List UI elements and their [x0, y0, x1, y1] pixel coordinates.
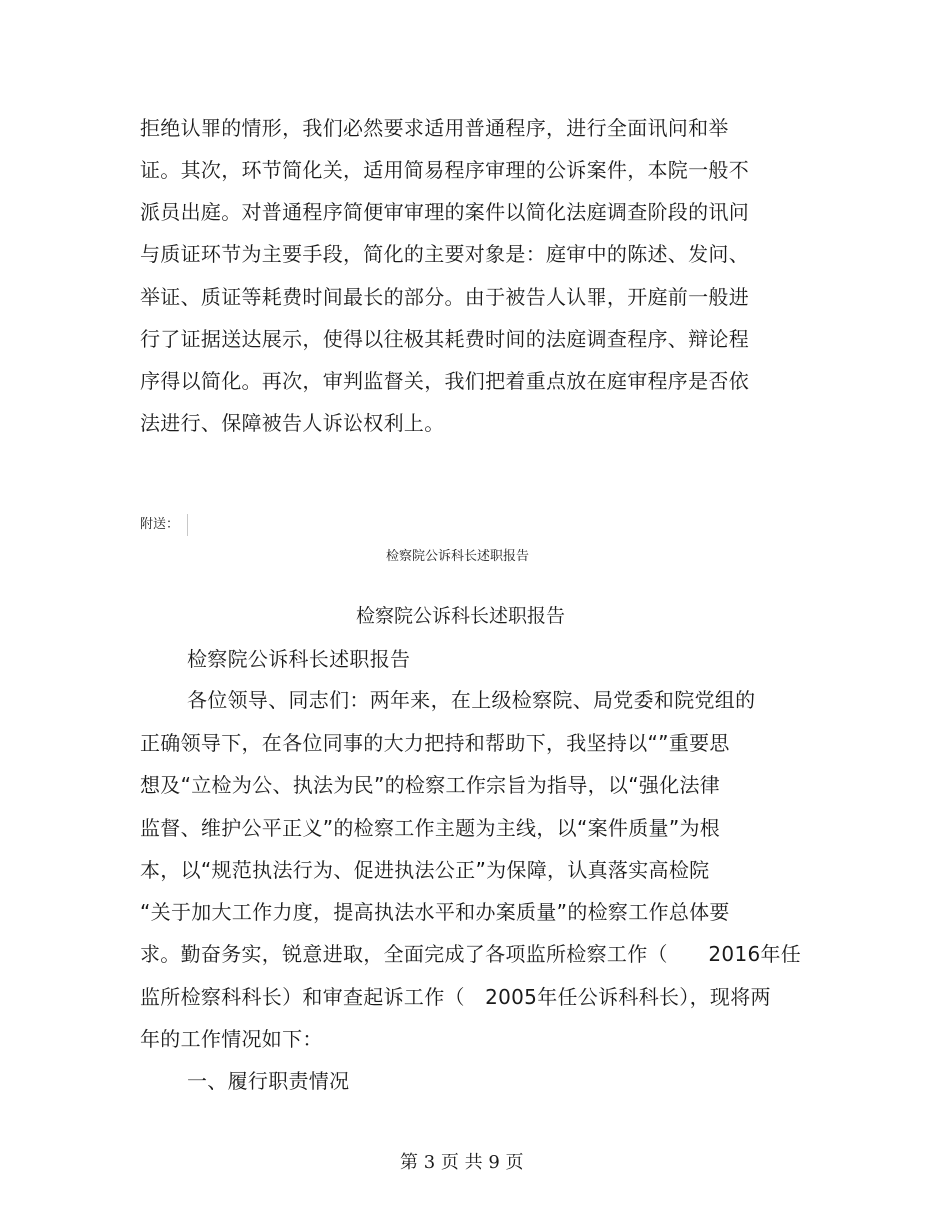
attachment-subtitle: 检察院公诉科长述职报告	[386, 549, 530, 564]
report-title: 检察院公诉科长述职报告	[356, 605, 566, 627]
body-line: 求。勤奋务实，锐意进取，全面完成了各项监所检察工作（ 2016年任	[140, 942, 802, 966]
paragraph-line: 法进行、保障被告人诉讼权利上。	[140, 411, 445, 435]
attachment-divider	[187, 514, 188, 536]
body-line: 监督、维护公平正义”的检察工作主题为主线，以“案件质量”为根	[140, 816, 721, 840]
paragraph-line: 行了证据送达展示，使得以往极其耗费时间的法庭调查程序、辩论程	[140, 327, 749, 351]
body-line: 正确领导下，在各位同事的大力把持和帮助下，我坚持以“”重要思	[140, 731, 730, 755]
paragraph-line: 举证、质证等耗费时间最长的部分。由于被告人认罪，开庭前一般进	[140, 285, 749, 309]
paragraph-line: 拒绝认罪的情形，我们必然要求适用普通程序，进行全面讯问和举	[140, 116, 729, 140]
body-line: 监所检察科科长）和审查起诉工作（ 2005年任公诉科科长），现将两	[140, 985, 771, 1009]
page-number: 第 3 页 共 9 页	[400, 1152, 524, 1173]
section-heading: 一、履行职责情况	[187, 1069, 350, 1093]
body-line: 本，以“规范执法行为、促进执法公正”为保障，认真落实高检院	[140, 858, 710, 882]
body-line: 想及“立检为公、执法为民”的检察工作宗旨为指导，以“强化法律	[140, 773, 721, 797]
paragraph-line: 序得以简化。再次，审判监督关，我们把着重点放在庭审程序是否依	[140, 369, 749, 393]
paragraph-line: 证。其次，环节简化关，适用简易程序审理的公诉案件，本院一般不	[140, 158, 749, 182]
body-line: 年的工作情况如下：	[140, 1027, 323, 1051]
body-line: 各位领导、同志们：两年来，在上级检察院、局党委和院党组的	[187, 688, 756, 712]
paragraph-line: 派员出庭。对普通程序简便审审理的案件以简化法庭调查阶段的讯问	[140, 200, 749, 224]
attachment-label: 附送：	[140, 517, 180, 532]
body-line: “关于加大工作力度，提高执法水平和办案质量”的检察工作总体要	[140, 900, 730, 924]
report-subheading: 检察院公诉科长述职报告	[187, 647, 411, 671]
paragraph-line: 与质证环节为主要手段，简化的主要对象是：庭审中的陈述、发问、	[140, 242, 749, 266]
